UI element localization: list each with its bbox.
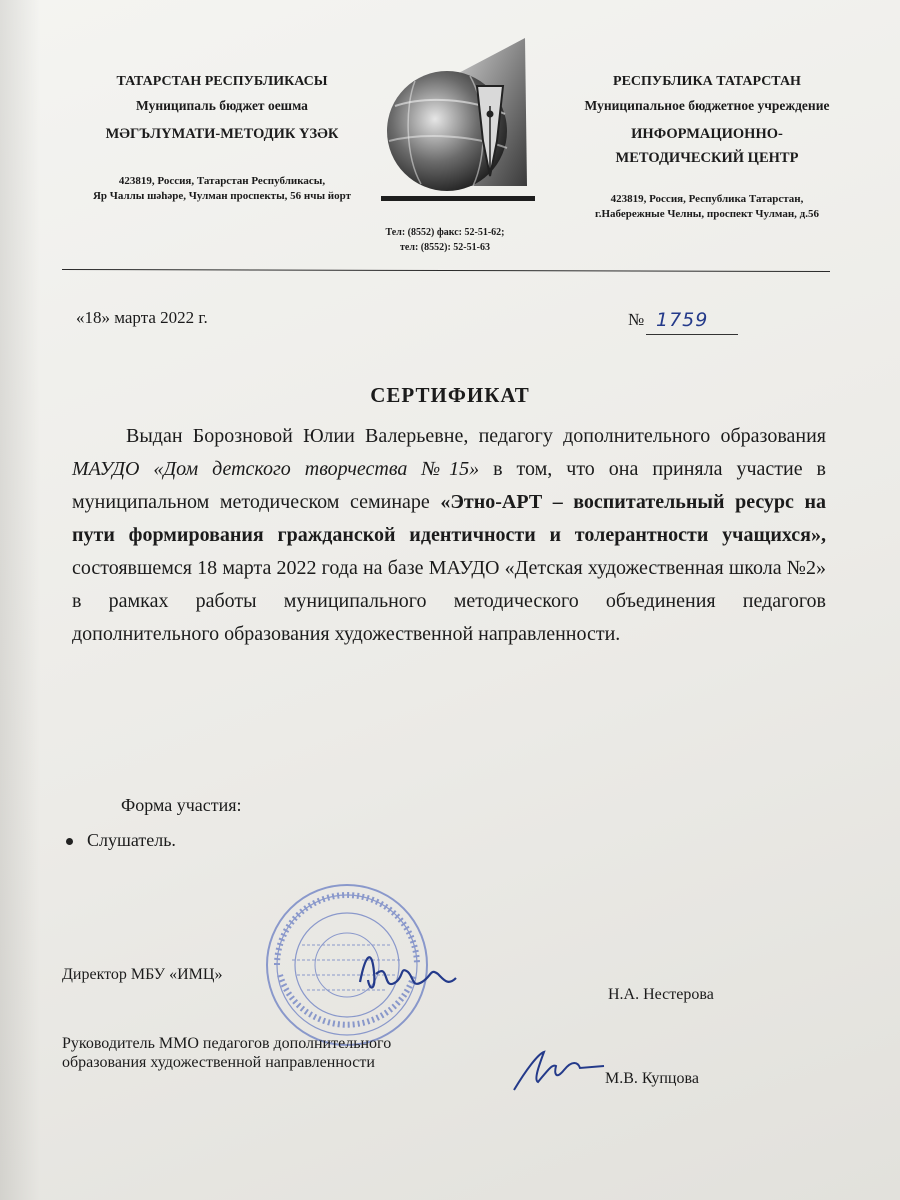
- body-part3: состоявшемся 18 марта 2022 года на базе МАУДО «Детская художественная школа №2» в рамках работы муниципального методического объединения педагогов дополнительного образования художественной направленности.: [72, 557, 826, 645]
- header-left-line2: Муниципаль бюджет оешма: [136, 98, 308, 113]
- header-right-line1: РЕСПУБЛИКА ТАТАРСТАН: [613, 74, 801, 89]
- participation-form-label: Форма участия:: [121, 795, 242, 815]
- director-signature-icon: [352, 942, 462, 1002]
- body-part2: в том, что она приняла участие в муниципальном методическом семинаре: [72, 458, 826, 513]
- header-right-address: [552, 192, 862, 222]
- phones-line2: тел: (8552): 52-51-63: [400, 242, 490, 253]
- bullet-icon: [66, 838, 73, 845]
- header-right-line2: Муниципальное бюджетное учреждение: [584, 98, 830, 113]
- participation-form-item: [66, 830, 176, 851]
- body-organization: МАУДО «Дом детского творчества №15»: [72, 458, 480, 480]
- document-number-line: [646, 334, 738, 335]
- header-right-line4: МЕТОДИЧЕСКИЙ ЦЕНТР: [615, 150, 799, 166]
- document-number-handwritten: 1759: [656, 309, 709, 331]
- director-label: Директор МБУ «ИМЦ»: [62, 966, 223, 983]
- header-right-address-line1: 423819, Россия, Республика Татарстан,: [610, 193, 804, 205]
- page-shadow: [0, 0, 40, 1200]
- certificate-title: СЕРТИФИКАТ: [370, 383, 530, 407]
- header-left-tatar: [62, 74, 382, 204]
- contact-phones: [370, 225, 520, 255]
- header-right-address-line2: г.Набережные Челны, проспект Чулман, д.56: [595, 208, 819, 220]
- header-right-russian: [552, 74, 862, 222]
- header-divider: [62, 269, 830, 272]
- header-right-line3: ИНФОРМАЦИОННО-: [631, 126, 783, 142]
- body-part1: Выдан Борозновой Юлии Валерьевне, педагогу дополнительного образования: [126, 425, 826, 447]
- header-left-line3: МӘГЪЛҮМАТИ-МЕТОДИК ҮЗӘК: [105, 126, 339, 142]
- mmo-head-label-line1: Руководитель ММО педагогов дополнительного: [62, 1035, 392, 1052]
- header-left-address: [62, 174, 382, 204]
- document-number-label: №: [628, 310, 645, 329]
- mmo-head-label: [62, 1034, 462, 1072]
- header-left-line1: ТАТАРСТАН РЕСПУБЛИКАСЫ: [116, 74, 328, 89]
- certificate-body: [72, 420, 826, 651]
- mmo-head-signature-icon: [508, 1040, 608, 1095]
- mmo-head-label-line2: образования художественной направленности: [62, 1054, 375, 1071]
- globe-pen-logo-icon: [375, 36, 535, 211]
- phones-line1: Тел: (8552) факс: 52-51-62;: [385, 227, 505, 238]
- document-date: «18» марта 2022 г.: [76, 308, 208, 327]
- header-left-address-line1: 423819, Россия, Татарстан Республикасы,: [118, 175, 326, 187]
- participation-form-value: Слушатель.: [87, 830, 176, 850]
- mmo-head-name: М.В. Купцова: [605, 1070, 699, 1087]
- header-left-address-line2: Яр Чаллы шәһәре, Чулман проспекты, 56 нчы йорт: [92, 190, 352, 202]
- director-name: Н.А. Нестерова: [608, 986, 714, 1003]
- body-seminar-title: «Этно-АРТ – воспитательный ресурс на пути формирования гражданской идентичности и толерантности учащихся»,: [72, 491, 827, 546]
